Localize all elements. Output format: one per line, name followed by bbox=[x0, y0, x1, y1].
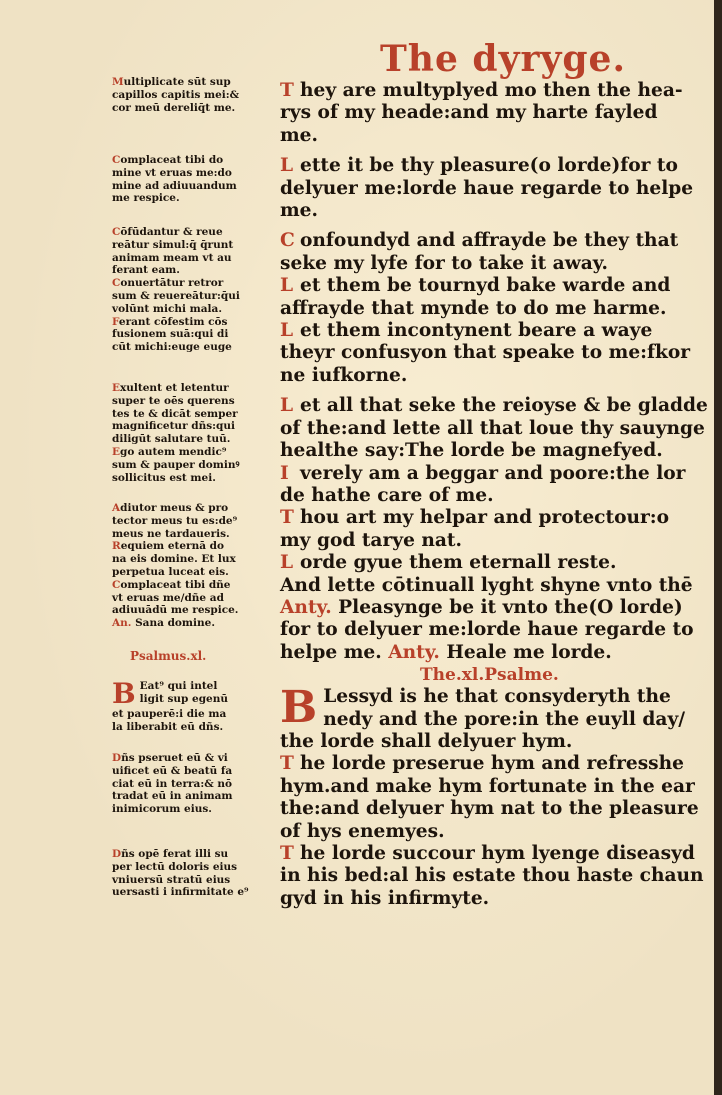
psalm-opening bbox=[280, 682, 686, 734]
text-line: And lette cōtinuall lyght shyne vnto thē bbox=[280, 574, 693, 596]
margin-block: Adiutor meus & pro tector meus tu es:de⁹ meus ne tardaueris. Requiem eternā do na eis domine. Et lux perpetua luceat eis. Complaceat tibi dñe vt eruas me/dñe ad adiuuādū me respice. An. Sana domine. bbox=[112, 502, 239, 630]
text-line: de hathe care of me. bbox=[280, 484, 494, 506]
text-line: healthe say:The lorde be magnefyed. bbox=[280, 440, 663, 462]
text-line: me. bbox=[280, 124, 318, 146]
main-column bbox=[280, 80, 708, 910]
rubric-anty: Anty. bbox=[280, 596, 332, 618]
rubric-an: An. bbox=[112, 617, 132, 630]
text-line: T hey are multyplyed mo then the hea- bbox=[280, 80, 683, 101]
margin-block: Dñs opē ferat illi su per lectū doloris eius vniuersū stratū eius uersasti i infirmitate e⁹ bbox=[112, 848, 249, 899]
text-line: theyr confusyon that speake to me:fkor bbox=[280, 342, 691, 364]
text-line: L ette it be thy pleasure(o lorde)for to bbox=[280, 155, 678, 177]
text-line: Lessyd is he that consyderyth the bbox=[323, 686, 671, 708]
text-line: T he lorde succour hym lyenge diseasyd bbox=[280, 843, 695, 864]
text-line: delyuer me:lorde haue regarde to helpe bbox=[280, 177, 694, 199]
text-line: L et all that seke the reioyse & be gladde bbox=[280, 395, 708, 417]
page-edge bbox=[714, 0, 722, 1095]
text-line: L et them be tournyd bake warde and bbox=[280, 275, 671, 297]
margin-block: Multiplicate sūt sup capillos capitis mei:& cor meū dereliq̄t me. bbox=[112, 76, 240, 114]
margin-block: Complaceat tibi do mine vt eruas me:do mine ad adiuuandum me respice. bbox=[112, 154, 237, 205]
margin-block: B Eat⁹ qui intel ligit sup egenū et pauperē:i die ma la liberabit eū dñs. bbox=[112, 677, 228, 733]
margin-psalm-heading: Psalmus.xl. bbox=[130, 649, 207, 663]
page-title: The dyryge. bbox=[380, 38, 626, 80]
antiphon-line: Anty. Pleasynge be it vnto the(O lorde) bbox=[280, 596, 683, 618]
text-line: C onfoundyd and affrayde be they that bbox=[280, 230, 679, 252]
text-line: seke my lyfe for to take it away. bbox=[280, 252, 608, 274]
text-line: in his bed:al his estate thou haste chaun bbox=[280, 865, 704, 887]
text-line: L orde gyue them eternall reste. bbox=[280, 552, 617, 574]
text-line: hym.and make hym fortunate in the ear bbox=[280, 775, 695, 797]
text-line: of the:and lette all that loue thy sauynge bbox=[280, 417, 705, 439]
text-line: the:and delyuer hym nat to the pleasure bbox=[280, 798, 699, 820]
text-line: of hys enemyes. bbox=[280, 820, 445, 842]
psalm-heading: The.xl.Psalme. bbox=[420, 665, 559, 686]
text-line: affrayde that mynde to do me harme. bbox=[280, 297, 667, 319]
text-line: nedy and the pore:in the euyll day/ bbox=[323, 708, 686, 730]
margin-block: Exultent et letentur super te oēs querens tes te & dicāt semper magnificetur dñs:qui diligūt salutare tuū. Ego autem mendic⁹ sum & pauper dominꝰ sollicitus est mei. bbox=[112, 382, 240, 484]
text-line: I verely am a beggar and poore:the lor bbox=[280, 462, 686, 484]
psalm-initial: B bbox=[280, 682, 318, 734]
text-line: L et them incontynent beare a waye bbox=[280, 320, 653, 342]
text-line: T he lorde preserue hym and refresshe bbox=[280, 753, 684, 775]
text-line: me. bbox=[280, 200, 318, 222]
text-line: helpe me. Anty. Heale me lorde. bbox=[280, 641, 612, 663]
text-line: rys of my heade:and my harte fayled bbox=[280, 102, 658, 124]
margin-block: Dñs pseruet eū & vi uificet eū & beatū fa ciat eū in terra:& nō tradat eū in animam inimicorum eius. bbox=[112, 752, 233, 816]
text-line: ne iufkorne. bbox=[280, 364, 408, 386]
margin-block: Cōfūdantur & reue reātur simul:q̄ q̄runt animam meam vt au ferant eam. Conuertātur retror sum & reuereātur:q̄ui volūnt michi mala. Ferant cōfestim cōs fusionem suā:qui di cūt michi:euge euge bbox=[112, 226, 240, 354]
text-line: T hou art my helpar and protectour:o bbox=[280, 507, 670, 529]
rubric-anty: Anty. bbox=[388, 641, 440, 663]
text-line: for to delyuer me:lorde haue regarde to bbox=[280, 619, 694, 641]
text-line: gyd in his infirmyte. bbox=[280, 887, 490, 909]
text-line: my god tarye nat. bbox=[280, 529, 462, 551]
text-line: the lorde shall delyuer hym. bbox=[280, 730, 573, 752]
